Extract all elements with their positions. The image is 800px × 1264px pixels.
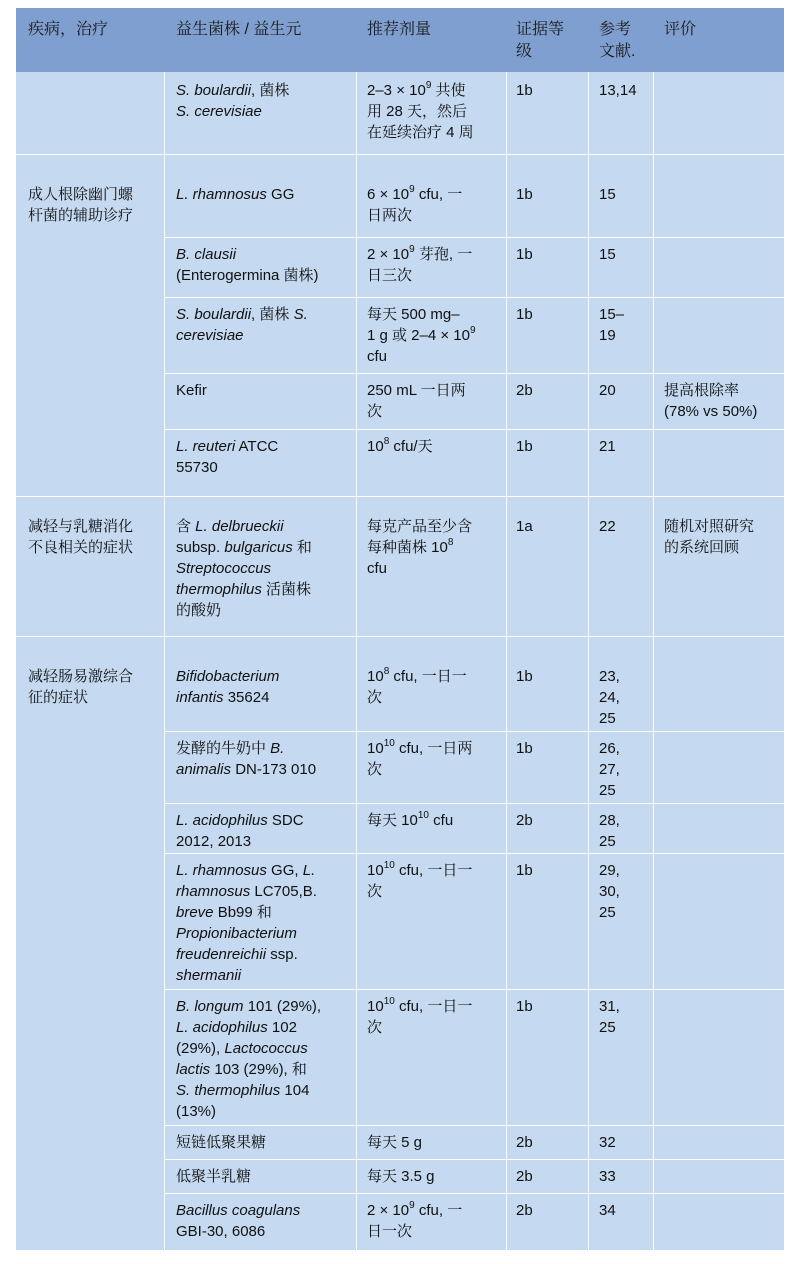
dose-cell: $2 \times 10^9$ 芽孢, 一 日三次 xyxy=(367,244,473,284)
strain-cell: B. clausii (Enterogermina 菌株) xyxy=(176,246,319,284)
condition-cell: 减轻与乳糖消化 不良相关的症状 xyxy=(28,518,134,556)
refs-cell: 34 xyxy=(599,1202,616,1219)
dose-cell: 每天 3.5 g xyxy=(367,1168,435,1185)
evidence-cell: 1b xyxy=(516,186,533,203)
row-divider xyxy=(164,237,784,238)
column-divider xyxy=(653,72,654,1250)
row-divider xyxy=(164,989,784,990)
header-refs: 参考文献. xyxy=(599,21,636,60)
evidence-cell: 1b xyxy=(516,862,533,879)
refs-cell: 29, 30, 25 xyxy=(599,862,620,921)
strain-cell: S. boulardii, 菌株 S. cerevisiae xyxy=(176,82,290,120)
strain-cell: L. rhamnosus GG, L. rhamnosus LC705,B. breve Bb99 和 Propionibacterium freudenreichii ssp. shermanii xyxy=(176,862,317,984)
dose-cell: $10^{10}$ cfu, 一日两 次 xyxy=(367,738,473,778)
dose-cell: $10^8$ cfu/天 xyxy=(367,436,433,455)
row-divider xyxy=(164,1193,784,1194)
row-divider xyxy=(16,636,784,637)
column-divider xyxy=(506,72,507,1250)
dose-cell: $2-3 \times 10^9$ 共使 用 28 天，然后 在延续治疗 4 周 xyxy=(367,80,474,141)
refs-cell: 23, 24, 25 xyxy=(599,668,620,727)
strain-cell: Bifidobacterium infantis 35624 xyxy=(176,668,280,706)
evidence-cell: 2b xyxy=(516,1202,533,1219)
comment-cell: 随机对照研究 的系统回顾 xyxy=(664,518,755,556)
header-strain: 益生菌株 / 益生元 xyxy=(176,21,302,38)
refs-cell: 21 xyxy=(599,438,616,455)
column-divider xyxy=(588,72,589,1250)
dose-cell: $2 \times 10^9$ cfu, 一 日一次 xyxy=(367,1200,463,1240)
probiotic-table xyxy=(16,8,784,1250)
refs-cell: 22 xyxy=(599,518,616,535)
dose-cell: $10^{10}$ cfu, 一日一 次 xyxy=(367,860,473,900)
strain-cell: 低聚半乳糖 xyxy=(176,1168,252,1185)
dose-cell: 每克产品至少含 每种菌株 $10^8$ cfu xyxy=(367,518,473,577)
row-divider xyxy=(164,853,784,854)
header-evidence: 证据等级 xyxy=(516,21,565,60)
strain-cell: L. rhamnosus GG xyxy=(176,186,295,203)
refs-cell: 33 xyxy=(599,1168,616,1185)
table-header xyxy=(16,8,784,72)
refs-cell: 32 xyxy=(599,1134,616,1151)
header-comment: 评价 xyxy=(664,21,697,38)
row-divider xyxy=(16,496,784,497)
strain-cell: 短链低聚果糖 xyxy=(176,1134,267,1151)
header-dose: 推荐剂量 xyxy=(367,21,432,38)
dose-cell: $10^8$ cfu, 一日一 次 xyxy=(367,666,467,706)
refs-cell: 15 xyxy=(599,246,616,263)
evidence-cell: 2b xyxy=(516,812,533,829)
row-divider xyxy=(164,373,784,374)
row-divider xyxy=(164,1159,784,1160)
condition-cell: 成人根除幽门螺 杆菌的辅助诊疗 xyxy=(28,186,134,224)
strain-cell: Kefir xyxy=(176,382,207,399)
evidence-cell: 1b xyxy=(516,306,533,323)
dose-cell: 每天 5 g xyxy=(367,1134,423,1151)
strain-cell: L. acidophilus SDC 2012, 2013 xyxy=(176,812,304,850)
row-divider xyxy=(164,297,784,298)
dose-cell: 每天 500 mg– 1 g 或 $2-4 \times 10^9$ cfu xyxy=(367,306,476,365)
strain-cell: 发酵的牛奶中 B. animalis DN-173 010 xyxy=(176,740,317,778)
refs-cell: 28, 25 xyxy=(599,812,620,850)
evidence-cell: 2b xyxy=(516,382,533,399)
row-divider xyxy=(164,1125,784,1126)
refs-cell: 20 xyxy=(599,382,616,399)
header-condition: 疾病，治疗 xyxy=(28,21,109,38)
refs-cell: 26, 27, 25 xyxy=(599,740,620,799)
column-divider xyxy=(356,72,357,1250)
row-divider xyxy=(164,731,784,732)
strain-cell: B. longum 101 (29%), L. acidophilus 102 (29%), Lactococcus lactis 103 (29%), 和 S. thermophilus 104 (13%) xyxy=(176,998,322,1120)
refs-cell: 31, 25 xyxy=(599,998,620,1036)
row-divider xyxy=(16,154,784,155)
strain-cell: 含 L. delbrueckii subsp. bulgaricus 和 Streptococcus thermophilus 活菌株 的酸奶 xyxy=(176,518,312,619)
refs-cell: 15– 19 xyxy=(599,306,625,344)
dose-cell: $10^{10}$ cfu, 一日一 次 xyxy=(367,996,473,1036)
evidence-cell: 1b xyxy=(516,438,533,455)
column-divider xyxy=(164,72,165,1250)
evidence-cell: 1b xyxy=(516,668,533,685)
refs-cell: 13,14 xyxy=(599,82,637,99)
comment-cell: 提高根除率 (78% vs 50%) xyxy=(664,382,758,420)
dose-cell: 每天 $10^{10}$ cfu xyxy=(367,810,454,829)
evidence-cell: 1b xyxy=(516,82,533,99)
strain-cell: S. boulardii, 菌株 S. cerevisiae xyxy=(176,306,308,344)
dose-cell: $6 \times 10^9$ cfu, 一 日两次 xyxy=(367,184,463,224)
evidence-cell: 1b xyxy=(516,740,533,757)
strain-cell: Bacillus coagulans GBI-30, 6086 xyxy=(176,1202,301,1240)
evidence-cell: 1a xyxy=(516,518,533,535)
row-divider xyxy=(164,429,784,430)
condition-cell: 减轻肠易激综合 征的症状 xyxy=(28,668,134,706)
row-divider xyxy=(164,803,784,804)
evidence-cell: 1b xyxy=(516,998,533,1015)
refs-cell: 15 xyxy=(599,186,616,203)
dose-cell: 250 mL 一日两 次 xyxy=(367,382,466,420)
evidence-cell: 2b xyxy=(516,1168,533,1185)
strain-cell: L. reuteri ATCC 55730 xyxy=(176,438,279,476)
evidence-cell: 2b xyxy=(516,1134,533,1151)
evidence-cell: 1b xyxy=(516,246,533,263)
